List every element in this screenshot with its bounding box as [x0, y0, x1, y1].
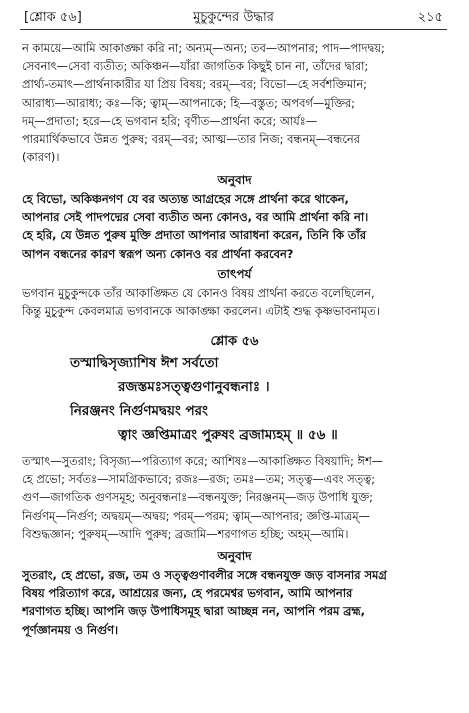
verse-heading: শ্লোক ৫৬ [210, 334, 259, 349]
word-meanings-line: পারমার্থিকভাবে উন্নত পুরুষ; বরম্—বর; আত্ম—তার নিজ; বন্ধনম্—বন্ধনের [22, 132, 360, 147]
purport-heading: তাৎপর্য [217, 267, 252, 281]
translation-heading-2: অনুবাদ [217, 549, 252, 563]
translation-section [22, 190, 447, 263]
word-meanings-line: গুণ—জাগতিক গুণসমূহ; অনুবন্ধনাঃ—বন্ধনযুক্ত; নিরঞ্জনম্—জড় উপাধি যুক্ত; [22, 490, 373, 505]
translation-line: হে বিভো, অকিঞ্চনগণ যে বর অত্যন্ত আগ্রহের সঙ্গে প্রার্থনা করে থাকেন, [22, 192, 349, 206]
word-meanings-line: (কারণ)। [22, 150, 60, 165]
word-meanings-section [22, 39, 447, 166]
translation-line: বিষয় পরিত্যাগ করে, আশ্রয়ের জন্য, হে পরমেশ্বর ভগবান, আমি আপনার [22, 586, 353, 601]
word-meanings-line: হে প্রভো; সর্বতঃ—সামগ্রিকভাবে; রজঃ—রজ; তমঃ—তম; সত্ত্ব—এবং সত্ত্ব; [22, 472, 376, 487]
page-number: ২১৫ [417, 10, 443, 25]
verse-reference: [শ্লোক ৫৬] [24, 10, 82, 25]
word-meanings-line: বিশুদ্ধজ্ঞান; পুরুষম্—আদি পুরুষ; ব্রজামি—শরণাগত হচ্ছি; অহম্—আমি। [22, 526, 349, 541]
word-meanings-line: নির্গুণম্—নির্গুণ; অদ্বয়ম্—অদ্বয়; পরম্—পরম; ত্বাম্—আপনার; জ্ঞপ্তি-মাত্রম্— [22, 508, 370, 523]
word-meanings-line: দম্—প্রদাতা; হরে—হে ভগবান হরি; বৃণীত—প্রার্থনা করে; আর্যঃ— [22, 113, 318, 128]
translation-heading: অনুবাদ [217, 173, 252, 187]
purport-section [22, 284, 447, 320]
translation-section-2 [22, 566, 447, 639]
verse-line: নিরঞ্জনং নির্গুণমদ্বয়ং পরং [70, 403, 208, 419]
translation-line: হে হরি, যে উন্নত পুরুষ মুক্তি প্রদাতা আপনার আরাধনা করেন, তিনি কি তাঁর [22, 228, 367, 243]
translation-line: শরণাগত হচ্ছি। আপনি জড় উপাধিসমূহ দ্বারা আচ্ছন্ন নন, আপনি পরম ব্রহ্ম, [22, 604, 365, 619]
word-meanings-line: প্রার্থ্য-তমাৎ—প্রার্থনাকারীর যা প্রিয় বিষয়; বরম্—বর; বিভো—হে সর্বশক্তিমান; [22, 77, 367, 92]
translation-line: পূর্ণজ্ঞানময় ও নির্গুণ। [22, 622, 119, 637]
word-meanings-line: সেবনাৎ—সেবা ব্যতীত; অকিঞ্চন—যাঁরা জাগতিক কিছুই চান না, তাঁদের দ্বারা; [22, 59, 369, 74]
word-meanings-line: আরাধ্য—আরাধ্য; কঃ—কি; ত্বাম্—আপনাকে; হি—বস্তুত; অপবর্গ—মুক্তির; [22, 95, 356, 110]
verse-line: ত্বাং জ্ঞপ্তিমাত্রং পুরুষং ব্রজাম্যহম্ ॥ ৫৬ ॥ [118, 427, 338, 443]
word-meanings-line: তস্মাৎ—সুতরাং; বিসৃজ্য—পরিত্যাগ করে; আশিষঃ—আকাঙ্ক্ষিত বিষয়াদি; ঈশ— [22, 454, 384, 468]
chapter-title: মুচুকুন্দের উদ্ধার [193, 10, 274, 25]
word-meanings-section-2 [22, 452, 447, 543]
verse-line: রজস্তমঃসত্ত্বগুণানুবন্ধনাঃ । [118, 379, 270, 395]
purport-line: ভগবান মুচুকুন্দকে তাঁর আকাঙ্ক্ষিত যে কোনও বিষয় প্রার্থনা করতে বলেছিলেন, [22, 286, 375, 300]
translation-line: আপন বন্ধনের কারণ স্বরূপ অন্য কোনও বর প্রার্থনা করবেন? [22, 246, 294, 261]
word-meanings-line: ন কাময়ে—আমি আকাঙ্ক্ষা করি না; অন্যম্—অন্য; তব—আপনার; পাদ—পাদদ্বয়; [22, 41, 385, 55]
translation-line: আপনার সেই পাদপদ্মের সেবা ব্যতীত অন্য কোনও, বর আমি প্রার্থনা করি না। [22, 210, 369, 225]
verse-line: তস্মাদ্বিসৃজ্যাশিষ ঈশ সর্বতো [70, 355, 219, 371]
page-header [24, 8, 443, 26]
translation-line: সুতরাং, হে প্রভো, রজ, তম ও সত্ত্বগুণাবলীর সঙ্গে বন্ধনযুক্ত জড় বাসনার সমগ্র [22, 568, 387, 582]
purport-line: কিন্তু মুচুকুন্দ কেবলমাত্র ভগবানকে আকাঙ্ক্ষা করলেন। এটাই শুদ্ধ কৃষ্ণভাবনামৃত। [22, 304, 380, 319]
header-rule [20, 29, 447, 30]
